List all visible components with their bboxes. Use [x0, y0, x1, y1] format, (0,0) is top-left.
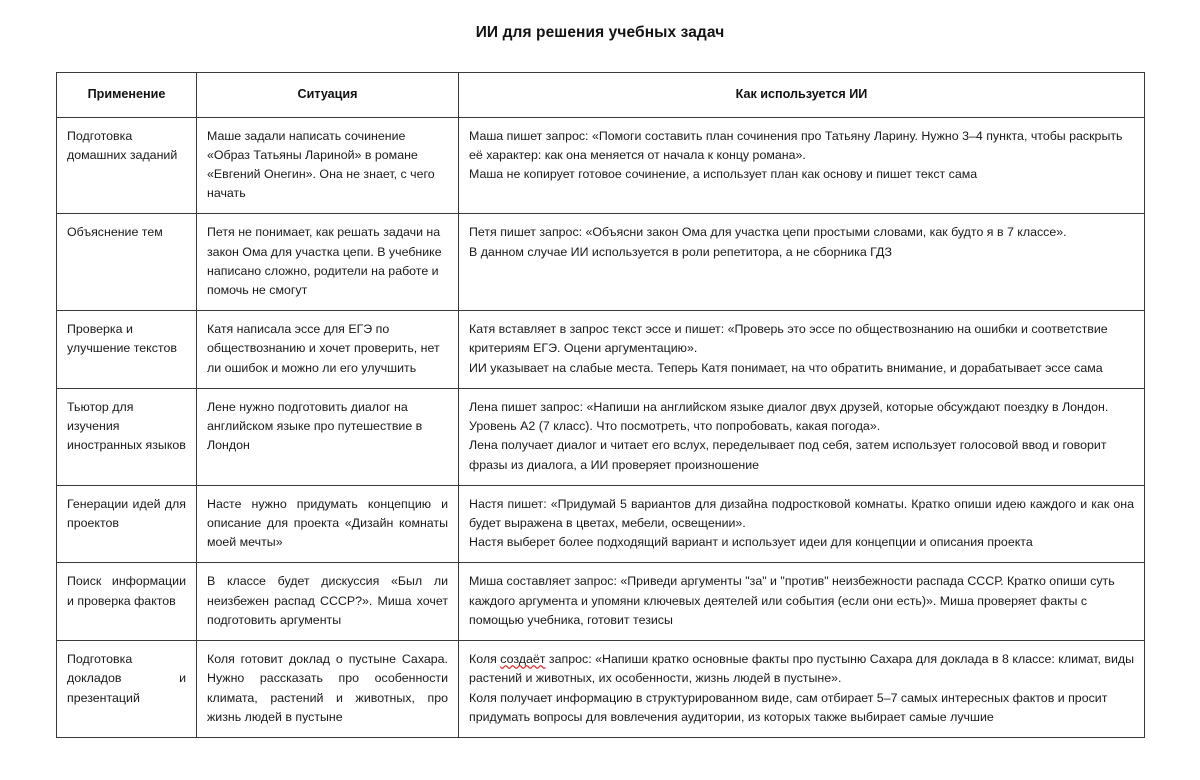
column-header-situation: Ситуация	[197, 73, 459, 118]
table-row	[57, 641, 1145, 738]
table-header-row	[57, 73, 1145, 118]
table-row	[57, 311, 1145, 389]
cell-paragraph: В данном случае ИИ используется в роли репетитора, а не сборника ГДЗ	[469, 244, 892, 259]
cell-paragraph: Лена пишет запрос: «Напиши на английском языке диалог двух друзей, которые обсуждают поездку в Лондон. Уровень А2 (7 класс). Что посмотреть, что попробовать, какая погода».	[469, 399, 1109, 434]
cell-how-ai-used	[459, 311, 1145, 389]
table-row	[57, 485, 1145, 563]
cell-situation: В классе будет дискуссия «Был ли неизбежен распад СССР?». Миша хочет подготовить аргументы	[197, 563, 459, 641]
cell-situation: Катя написала эссе для ЕГЭ по обществознанию и хочет проверить, нет ли ошибок и можно ли его улучшить	[197, 311, 459, 389]
table-row	[57, 388, 1145, 485]
cell-paragraph: Маша пишет запрос: «Помоги составить план сочинения про Татьяну Ларину. Нужно 3–4 пункта, чтобы раскрыть её характер: как она меняется от начала к концу романа».	[469, 128, 1123, 162]
cell-application: Генерации идей для проектов	[57, 485, 197, 563]
column-header-application: Применение	[57, 73, 197, 118]
cell-situation: Лене нужно подготовить диалог на английском языке про путешествие в Лондон	[197, 388, 459, 485]
cell-situation: Насте нужно придумать концепцию и описание для проекта «Дизайн комнаты моей мечты»	[197, 485, 459, 563]
cell-application: Подготовка домашних заданий	[57, 117, 197, 214]
cell-application: Поиск информации и проверка фактов	[57, 563, 197, 641]
cell-paragraph: Настя выберет более подходящий вариант и использует идеи для концепции и описания проекта	[469, 535, 1033, 550]
cell-application: Тьютор для изучения иностранных языков	[57, 388, 197, 485]
cell-situation: Коля готовит доклад о пустыне Сахара. Нужно рассказать про особенности климата, растений и животных, про жизнь людей в пустыне	[197, 641, 459, 738]
cell-application: Подготовка докладов и презентаций	[57, 641, 197, 738]
ai-use-cases-table	[56, 72, 1145, 738]
cell-paragraph: Коля создаёт запрос: «Напиши кратко основные факты про пустыню Сахара для доклада в 8 классе: климат, виды растений и животных, их особенности, жизнь людей в пустыне».	[469, 652, 1135, 686]
column-header-how-ai-used: Как используется ИИ	[459, 73, 1145, 118]
table-header	[57, 73, 1145, 118]
table-row	[57, 117, 1145, 214]
cell-how-ai-used	[459, 641, 1145, 738]
cell-paragraph: ИИ указывает на слабые места. Теперь Катя понимает, на что обратить внимание, и дорабатывает эссе сама	[469, 360, 1103, 375]
table-row	[57, 214, 1145, 311]
cell-paragraph: Лена получает диалог и читает его вслух, переделывает под себя, затем использует голосовой ввод и говорит фразы из диалога, а ИИ проверяет произношение	[469, 438, 1107, 472]
cell-paragraph: Петя пишет запрос: «Объясни закон Ома для участка цепи простыми словами, как будто я в 7 классе».	[469, 225, 1067, 240]
cell-paragraph: Миша составляет запрос: «Приведи аргументы "за" и "против" неизбежности распада СССР. Кратко опиши суть каждого аргумента и упомяни ключевых деятелей или события (если они есть)». Миша проверяет факты с помощью учебника, готовит тезисы	[469, 574, 1115, 627]
cell-application: Проверка и улучшение текстов	[57, 311, 197, 389]
spellcheck-underline: создаёт	[500, 652, 546, 667]
cell-paragraph: Коля получает информацию в структурированном виде, сам отбирает 5–7 самых интересных фактов и просит придумать вопросы для вовлечения аудитории, из которых также выбирает самые лучшие	[469, 690, 1108, 724]
cell-how-ai-used	[459, 117, 1145, 214]
cell-paragraph: Настя пишет: «Придумай 5 вариантов для дизайна подростковой комнаты. Кратко опиши идею каждого и как она будет выражена в цветах, мебели, освещении».	[469, 496, 1134, 531]
cell-how-ai-used	[459, 214, 1145, 311]
table-body	[57, 117, 1145, 737]
cell-situation: Петя не понимает, как решать задачи на закон Ома для участка цепи. В учебнике написано сложно, родители на работе и помочь не смогут	[197, 214, 459, 311]
page-title: ИИ для решения учебных задач	[475, 24, 725, 41]
table-container	[56, 72, 1144, 738]
cell-paragraph: Маша не копирует готовое сочинение, а использует план как основу и пишет текст сама	[469, 166, 978, 181]
cell-application: Объяснение тем	[57, 214, 197, 311]
cell-how-ai-used	[459, 388, 1145, 485]
cell-how-ai-used	[459, 563, 1145, 641]
cell-situation: Маше задали написать сочинение «Образ Татьяны Лариной» в романе «Евгений Онегин». Она не знает, с чего начать	[197, 117, 459, 214]
cell-paragraph: Катя вставляет в запрос текст эссе и пишет: «Проверь это эссе по обществознанию на ошибки и соответствие критериям ЕГЭ. Оцени аргументацию».	[469, 322, 1108, 356]
table-row	[57, 563, 1145, 641]
cell-how-ai-used	[459, 485, 1145, 563]
